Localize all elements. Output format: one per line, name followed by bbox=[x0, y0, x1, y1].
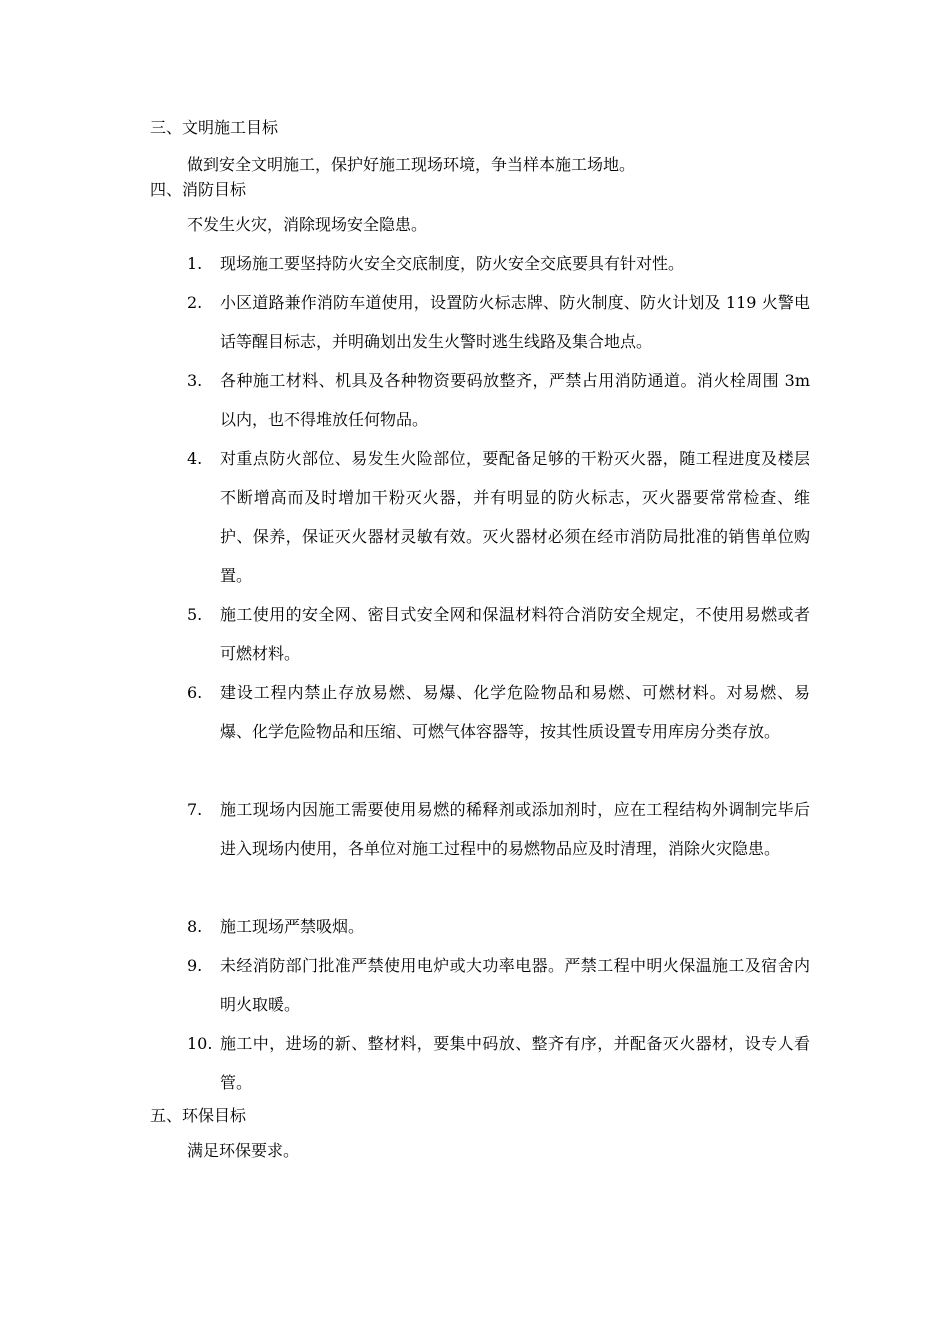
section-5-heading: 五、环保目标 bbox=[150, 1106, 247, 1125]
list-item-text: 小区道路兼作消防车道使用，设置防火标志牌、防火制度、防火计划及 119 火警电话等醒目标志，并明确划出发生火警时逃生线路及集合地点。 bbox=[220, 293, 810, 351]
list-item-number: 8. bbox=[187, 917, 203, 936]
list-item-number: 7. bbox=[187, 800, 203, 819]
list-item-text: 对重点防火部位、易发生火险部位，要配备足够的干粉灭火器，随工程进度及楼层不断增高而及时增加干粉灭火器，并有明显的防火标志，灭火器要常常检查、维护、保养，保证灭火器材灵敏有效。灭火器材必须在经市消防局批准的销售单位购置。 bbox=[220, 449, 810, 585]
list-item-number: 10. bbox=[187, 1034, 213, 1053]
list-item-text: 建设工程内禁止存放易燃、易爆、化学危险物品和易燃、可燃材料。对易燃、易爆、化学危险物品和压缩、可燃气体容器等，按其性质设置专用库房分类存放。 bbox=[220, 683, 810, 741]
list-item-number: 9. bbox=[187, 956, 203, 975]
list-item-text: 施工现场严禁吸烟。 bbox=[220, 917, 365, 936]
list-item-number: 5. bbox=[187, 605, 203, 624]
section-3-paragraph: 做到安全文明施工，保护好施工现场环境，争当样本施工场地。 bbox=[187, 155, 636, 174]
list-item-number: 1. bbox=[187, 254, 203, 273]
list-item-text: 未经消防部门批准严禁使用电炉或大功率电器。严禁工程中明火保温施工及宿舍内明火取暖。 bbox=[220, 956, 810, 1014]
section-4-heading: 四、消防目标 bbox=[150, 180, 247, 199]
list-item-text: 施工中，进场的新、整材料，要集中码放、整齐有序，并配备灭火器材，设专人看管。 bbox=[220, 1034, 810, 1092]
list-item-number: 6. bbox=[187, 683, 203, 702]
list-item-number: 4. bbox=[187, 449, 203, 468]
section-3-heading: 三、文明施工目标 bbox=[150, 118, 279, 137]
list-item-number: 3. bbox=[187, 371, 203, 390]
list-item-text: 各种施工材料、机具及各种物资要码放整齐，严禁占用消防通道。消火栓周围 3m 以内，也不得堆放任何物品。 bbox=[220, 371, 810, 429]
list-item-text: 现场施工要坚持防火安全交底制度，防火安全交底要具有针对性。 bbox=[220, 254, 685, 273]
list-item-text: 施工现场内因施工需要使用易燃的稀释剂或添加剂时，应在工程结构外调制完毕后进入现场内使用，各单位对施工过程中的易燃物品应及时清理，消除火灾隐患。 bbox=[220, 800, 810, 858]
section-5-paragraph: 满足环保要求。 bbox=[187, 1141, 300, 1160]
list-item-text: 施工使用的安全网、密目式安全网和保温材料符合消防安全规定，不使用易燃或者可燃材料。 bbox=[220, 605, 810, 663]
section-4-paragraph: 不发生火灾，消除现场安全隐患。 bbox=[187, 215, 428, 234]
list-item-number: 2. bbox=[187, 293, 203, 312]
